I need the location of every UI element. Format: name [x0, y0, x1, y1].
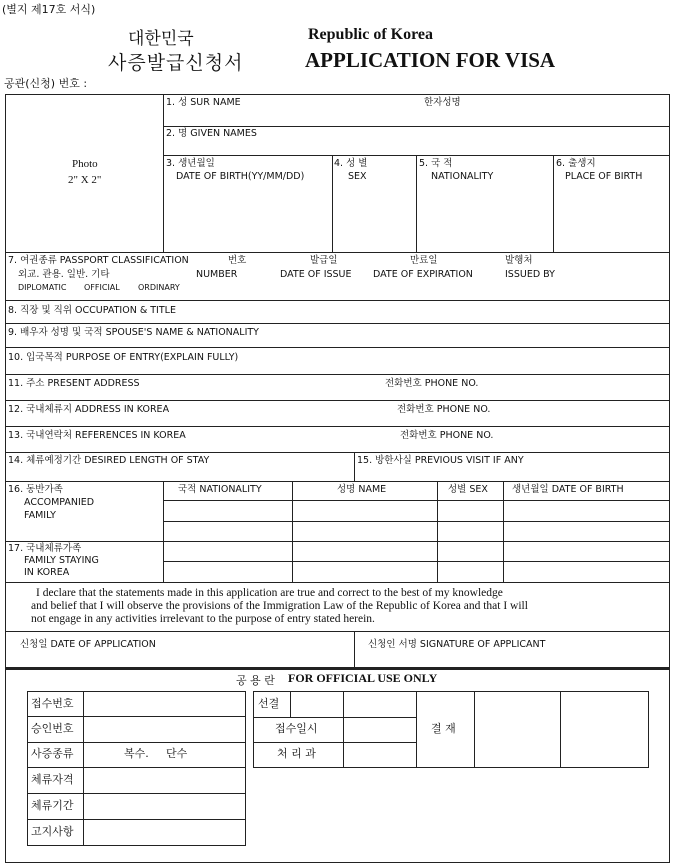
phone-label-1: 전화번호 PHONE NO.	[385, 378, 479, 389]
phone-label-2: 전화번호 PHONE NO.	[397, 404, 491, 415]
passport-official: OFFICIAL	[84, 283, 120, 292]
approval-no-field[interactable]	[84, 717, 245, 741]
korea-en: Republic of Korea	[308, 26, 434, 43]
visa-single: 단수	[166, 747, 188, 760]
title-kr: 사증발급신청서	[108, 52, 244, 74]
photo-size: 2" X 2"	[68, 174, 102, 186]
status-label: 체류자격	[31, 773, 74, 786]
date-of-application-label: 신청일 DATE OF APPLICATION	[20, 639, 156, 650]
family-cell[interactable]	[504, 562, 669, 581]
family-cell[interactable]	[293, 562, 436, 581]
passport-expiry-en: DATE OF EXPIRATION	[373, 269, 473, 280]
nationality-field[interactable]	[417, 184, 552, 250]
korea-address-label: 12. 국내체류지 ADDRESS IN KOREA	[8, 404, 170, 415]
period-field[interactable]	[84, 794, 245, 818]
korea-kr: 대한민국	[128, 29, 194, 49]
route-label: 선결	[258, 697, 280, 710]
visa-type-label: 사증종류	[31, 747, 74, 760]
family-cell[interactable]	[504, 501, 669, 520]
nationality-label-en: NATIONALITY	[431, 171, 494, 182]
surname-label: 1. 성 SUR NAME	[166, 97, 241, 108]
sex-label-kr: 4. 성 별	[334, 158, 368, 169]
receipt-date-field[interactable]	[344, 718, 415, 741]
approval-no-label: 승인번호	[31, 722, 74, 735]
declaration-line-1: I declare that the statements made in this application are true and correct to the best of my knowledge	[36, 587, 503, 599]
surname-field[interactable]	[164, 108, 669, 126]
phone-label-3: 전화번호 PHONE NO.	[400, 430, 494, 441]
phone-field-1[interactable]	[490, 375, 669, 399]
passport-diplomatic: DIPLOMATIC	[18, 283, 67, 292]
signature-label: 신청인 서명 SIGNATURE OF APPLICANT	[368, 639, 546, 650]
dob-field[interactable]	[164, 184, 331, 250]
receipt-date-label: 접수일시	[275, 722, 318, 735]
references-label: 13. 국내연락처 REFERENCES IN KOREA	[8, 430, 186, 441]
hanja-label: 한자성명	[424, 97, 461, 108]
purpose-label: 10. 입국목적 PURPOSE OF ENTRY(EXPLAIN FULLY)	[8, 352, 239, 363]
family-cell[interactable]	[438, 542, 502, 560]
passport-issuer-en: ISSUED BY	[505, 269, 555, 280]
nationality-label-kr: 5. 국 적	[419, 158, 453, 169]
spouse-label: 9. 배우자 성명 및 국적 SPOUSE'S NAME & NATIONALITY	[8, 327, 259, 338]
given-names-field[interactable]	[164, 139, 669, 155]
family-cell[interactable]	[164, 522, 291, 540]
previous-visit-field[interactable]	[355, 467, 669, 480]
family-cell[interactable]	[293, 522, 436, 540]
passport-ordinary: ORDINARY	[138, 283, 180, 292]
family-cell[interactable]	[438, 562, 502, 581]
signature-field[interactable]	[565, 632, 669, 666]
notice-field[interactable]	[84, 820, 245, 845]
dob-label-kr: 3. 생년월일	[166, 158, 215, 169]
present-address-label: 11. 주소 PRESENT ADDRESS	[8, 378, 140, 389]
period-label: 체류기간	[31, 799, 74, 812]
photo-area[interactable]	[6, 95, 162, 251]
visa-multiple: 복수.	[124, 747, 149, 760]
phone-field-2[interactable]	[500, 401, 669, 425]
stay-length-field[interactable]	[6, 467, 353, 480]
korea-address-field[interactable]	[185, 401, 390, 425]
photo-label: Photo	[72, 158, 98, 170]
passport-issuer-kr: 발행처	[505, 255, 533, 266]
staying-label-en-1: FAMILY STAYING	[24, 555, 99, 566]
family-cell[interactable]	[504, 522, 669, 540]
passport-number-en: NUMBER	[196, 269, 238, 280]
references-field[interactable]	[200, 427, 395, 451]
pob-label-en: PLACE OF BIRTH	[565, 171, 643, 182]
present-address-field[interactable]	[150, 375, 380, 399]
sex-label-en: SEX	[348, 171, 367, 182]
passport-label: 7. 여권종류 PASSPORT CLASSIFICATION	[8, 255, 189, 266]
status-field[interactable]	[84, 768, 245, 792]
family-cell[interactable]	[164, 562, 291, 581]
purpose-field[interactable]	[260, 348, 669, 373]
family-cell[interactable]	[438, 501, 502, 520]
col-dob: 생년월일 DATE OF BIRTH	[512, 484, 624, 495]
processing-label: 처 리 과	[277, 747, 316, 760]
passport-number-kr: 번호	[228, 255, 247, 266]
declaration-line-2: and belief that I will observe the provisions of the Immigration Law of the Republic of Korea and that I will	[31, 600, 528, 612]
col-name: 성명 NAME	[337, 484, 387, 495]
route-field[interactable]	[344, 692, 415, 716]
family-cell[interactable]	[504, 542, 669, 560]
approval-stamp-2[interactable]	[561, 692, 648, 767]
form-number: (별지 제17호 서식)	[2, 3, 96, 16]
passport-types-kr: 외교. 관용. 일반. 기타	[18, 269, 110, 280]
previous-visit-label: 15. 방한사실 PREVIOUS VISIT IF ANY	[357, 455, 524, 466]
processing-field[interactable]	[344, 743, 415, 767]
dob-label-en: DATE OF BIRTH(YY/MM/DD)	[176, 171, 305, 182]
accompanied-label-en-1: ACCOMPANIED	[24, 497, 95, 508]
family-cell[interactable]	[293, 501, 436, 520]
pob-label-kr: 6. 출생지	[556, 158, 596, 169]
staying-label-kr: 17. 국내체류가족	[8, 543, 82, 554]
col-nationality: 국적 NATIONALITY	[178, 484, 262, 495]
sex-field[interactable]	[333, 184, 415, 250]
passport-expiry-kr: 만료일	[410, 255, 438, 266]
passport-issue-kr: 발급일	[310, 255, 338, 266]
given-names-label: 2. 명 GIVEN NAMES	[166, 128, 257, 139]
family-cell[interactable]	[164, 501, 291, 520]
approval-stamp-1[interactable]	[475, 692, 559, 767]
receipt-no-label: 접수번호	[31, 697, 74, 710]
declaration-line-3: not engage in any activities irrelevant to the purpose of entry stated herein.	[31, 613, 375, 625]
notice-label: 고지사항	[31, 825, 74, 838]
phone-field-3[interactable]	[503, 427, 669, 451]
receipt-no-field[interactable]	[84, 692, 245, 715]
occupation-label: 8. 직장 및 직위 OCCUPATION & TITLE	[8, 305, 176, 316]
stay-length-label: 14. 체류예정기간 DESIRED LENGTH OF STAY	[8, 455, 210, 466]
title-en: APPLICATION FOR VISA	[305, 48, 556, 72]
family-cell[interactable]	[438, 522, 502, 540]
col-sex: 성별 SEX	[448, 484, 488, 495]
passport-issue-en: DATE OF ISSUE	[280, 269, 352, 280]
spouse-field[interactable]	[290, 324, 669, 347]
accompanied-label-kr: 16. 동반가족	[8, 484, 63, 495]
official-title-en: FOR OFFICIAL USE ONLY	[288, 671, 438, 685]
office-number-label: 공관(신청) 번호 :	[4, 77, 88, 90]
approval-label: 결 재	[431, 722, 456, 735]
pob-field[interactable]	[554, 184, 669, 250]
family-cell[interactable]	[293, 542, 436, 560]
date-of-application-field[interactable]	[180, 632, 353, 666]
official-title-kr: 공 용 란	[236, 674, 275, 687]
accompanied-label-en-2: FAMILY	[24, 510, 56, 521]
staying-label-en-2: IN KOREA	[24, 567, 70, 578]
occupation-field[interactable]	[200, 301, 669, 323]
family-cell[interactable]	[164, 542, 291, 560]
